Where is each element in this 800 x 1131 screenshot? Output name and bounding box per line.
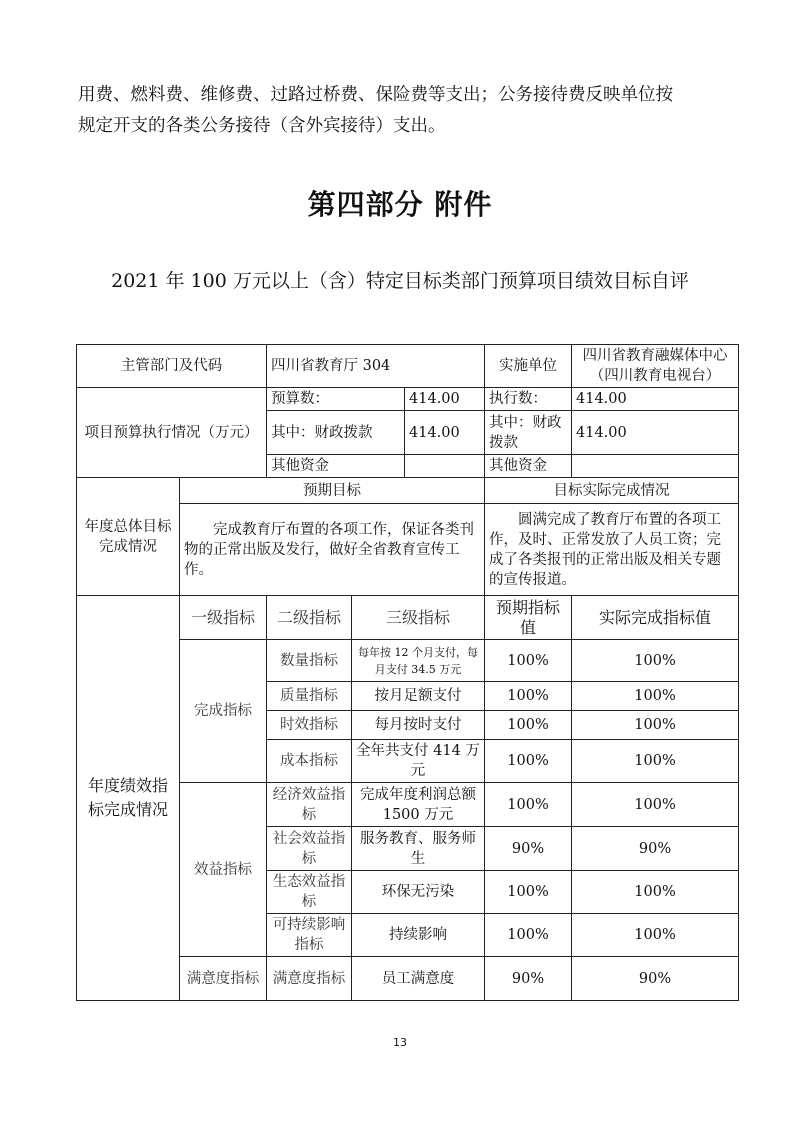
dept-label: 主管部门及代码 bbox=[77, 345, 267, 388]
l3-cell: 每年按 12 个月支付，每月支付 34.5 万元 bbox=[352, 640, 485, 682]
l2-cell: 可持续影响指标 bbox=[267, 914, 352, 957]
expected-header: 预期目标 bbox=[180, 478, 485, 504]
fiscal-budget: 414.00 bbox=[405, 411, 485, 455]
fiscal-exec: 414.00 bbox=[572, 411, 739, 455]
table-row bbox=[77, 478, 739, 504]
l3-cell: 按月足额支付 bbox=[352, 682, 485, 711]
expected-cell: 100% bbox=[485, 914, 572, 957]
l2-cell: 质量指标 bbox=[267, 682, 352, 711]
intro-paragraph bbox=[78, 80, 728, 142]
intro-line: 规定开支的各类公务接待（含外宾接待）支出。 bbox=[78, 116, 446, 136]
actual-cell: 90% bbox=[572, 957, 739, 1001]
actual-cell: 100% bbox=[572, 783, 739, 827]
expected-cell: 100% bbox=[485, 740, 572, 783]
l3-cell: 持续影响 bbox=[352, 914, 485, 957]
table-row bbox=[77, 345, 739, 388]
l2-cell: 社会效益指标 bbox=[267, 827, 352, 871]
section-title: 第四部分 附件 bbox=[307, 188, 493, 221]
actual-cell: 100% bbox=[572, 914, 739, 957]
other-exec bbox=[572, 455, 739, 478]
impl-label: 实施单位 bbox=[485, 345, 572, 388]
col-l1: 一级指标 bbox=[180, 596, 267, 640]
col-l2: 二级指标 bbox=[267, 596, 352, 640]
expected-cell: 100% bbox=[485, 640, 572, 682]
l3-cell: 员工满意度 bbox=[352, 957, 485, 1001]
l2-cell: 数量指标 bbox=[267, 640, 352, 682]
exec-count-label: 执行数： bbox=[485, 388, 572, 411]
actual-cell: 100% bbox=[572, 682, 739, 711]
l3-cell: 全年共支付 414 万元 bbox=[352, 740, 485, 783]
performance-table bbox=[76, 344, 739, 1001]
col-actual: 实际完成指标值 bbox=[572, 596, 739, 640]
table-row bbox=[77, 388, 739, 411]
budget-value: 414.00 bbox=[405, 388, 485, 411]
expected-cell: 100% bbox=[485, 783, 572, 827]
expected-text: 完成教育厅布置的各项工作，保证各类刊物的正常出版及发行，做好全省教育宣传工作。 bbox=[180, 504, 485, 596]
table-title: 2021 年 100 万元以上（含）特定目标类部门预算项目绩效目标自评 bbox=[111, 270, 689, 292]
l3-cell: 每月按时支付 bbox=[352, 711, 485, 740]
group-satisfaction: 满意度指标 bbox=[180, 957, 267, 1001]
actual-cell: 100% bbox=[572, 640, 739, 682]
other-exec-label: 其他资金 bbox=[485, 455, 572, 478]
actual-text: 圆满完成了教育厅布置的各项工作，及时、正常发放了人员工资；完成了各类报刊的正常出版及相关专题的宣传报道。 bbox=[485, 504, 739, 596]
fiscal-exec-label: 其中：财政拨款 bbox=[485, 411, 572, 455]
expected-cell: 100% bbox=[485, 711, 572, 740]
group-complete: 完成指标 bbox=[180, 640, 267, 783]
l2-cell: 生态效益指标 bbox=[267, 871, 352, 914]
actual-cell: 100% bbox=[572, 711, 739, 740]
other-label: 其他资金 bbox=[267, 455, 405, 478]
expected-cell: 100% bbox=[485, 871, 572, 914]
col-l3: 三级指标 bbox=[352, 596, 485, 640]
l2-cell: 经济效益指标 bbox=[267, 783, 352, 827]
l2-cell: 满意度指标 bbox=[267, 957, 352, 1001]
impl-value: 四川省教育融媒体中心（四川教育电视台） bbox=[572, 345, 739, 388]
l3-cell: 服务教育、服务师生 bbox=[352, 827, 485, 871]
expected-cell: 90% bbox=[485, 827, 572, 871]
l2-cell: 时效指标 bbox=[267, 711, 352, 740]
annual-goal-label: 年度总体目标完成情况 bbox=[77, 478, 180, 596]
expected-cell: 100% bbox=[485, 682, 572, 711]
table-row bbox=[77, 596, 739, 640]
dept-value: 四川省教育厅 304 bbox=[267, 345, 485, 388]
exec-label: 项目预算执行情况（万元） bbox=[77, 388, 267, 478]
actual-cell: 100% bbox=[572, 871, 739, 914]
group-benefit: 效益指标 bbox=[180, 783, 267, 957]
fiscal-label: 其中：财政拨款 bbox=[267, 411, 405, 455]
col-expected: 预期指标值 bbox=[485, 596, 572, 640]
actual-cell: 90% bbox=[572, 827, 739, 871]
l2-cell: 成本指标 bbox=[267, 740, 352, 783]
perf-label: 年度绩效指标完成情况 bbox=[77, 596, 180, 1001]
actual-header: 目标实际完成情况 bbox=[485, 478, 739, 504]
page-number: 13 bbox=[393, 1036, 407, 1049]
l3-cell: 环保无污染 bbox=[352, 871, 485, 914]
intro-line: 用费、燃料费、维修费、过路过桥费、保险费等支出；公务接待费反映单位按 bbox=[78, 85, 673, 105]
budget-label: 预算数： bbox=[267, 388, 405, 411]
l3-cell: 完成年度利润总额 1500 万元 bbox=[352, 783, 485, 827]
actual-cell: 100% bbox=[572, 740, 739, 783]
exec-count-value: 414.00 bbox=[572, 388, 739, 411]
other-budget bbox=[405, 455, 485, 478]
expected-cell: 90% bbox=[485, 957, 572, 1001]
